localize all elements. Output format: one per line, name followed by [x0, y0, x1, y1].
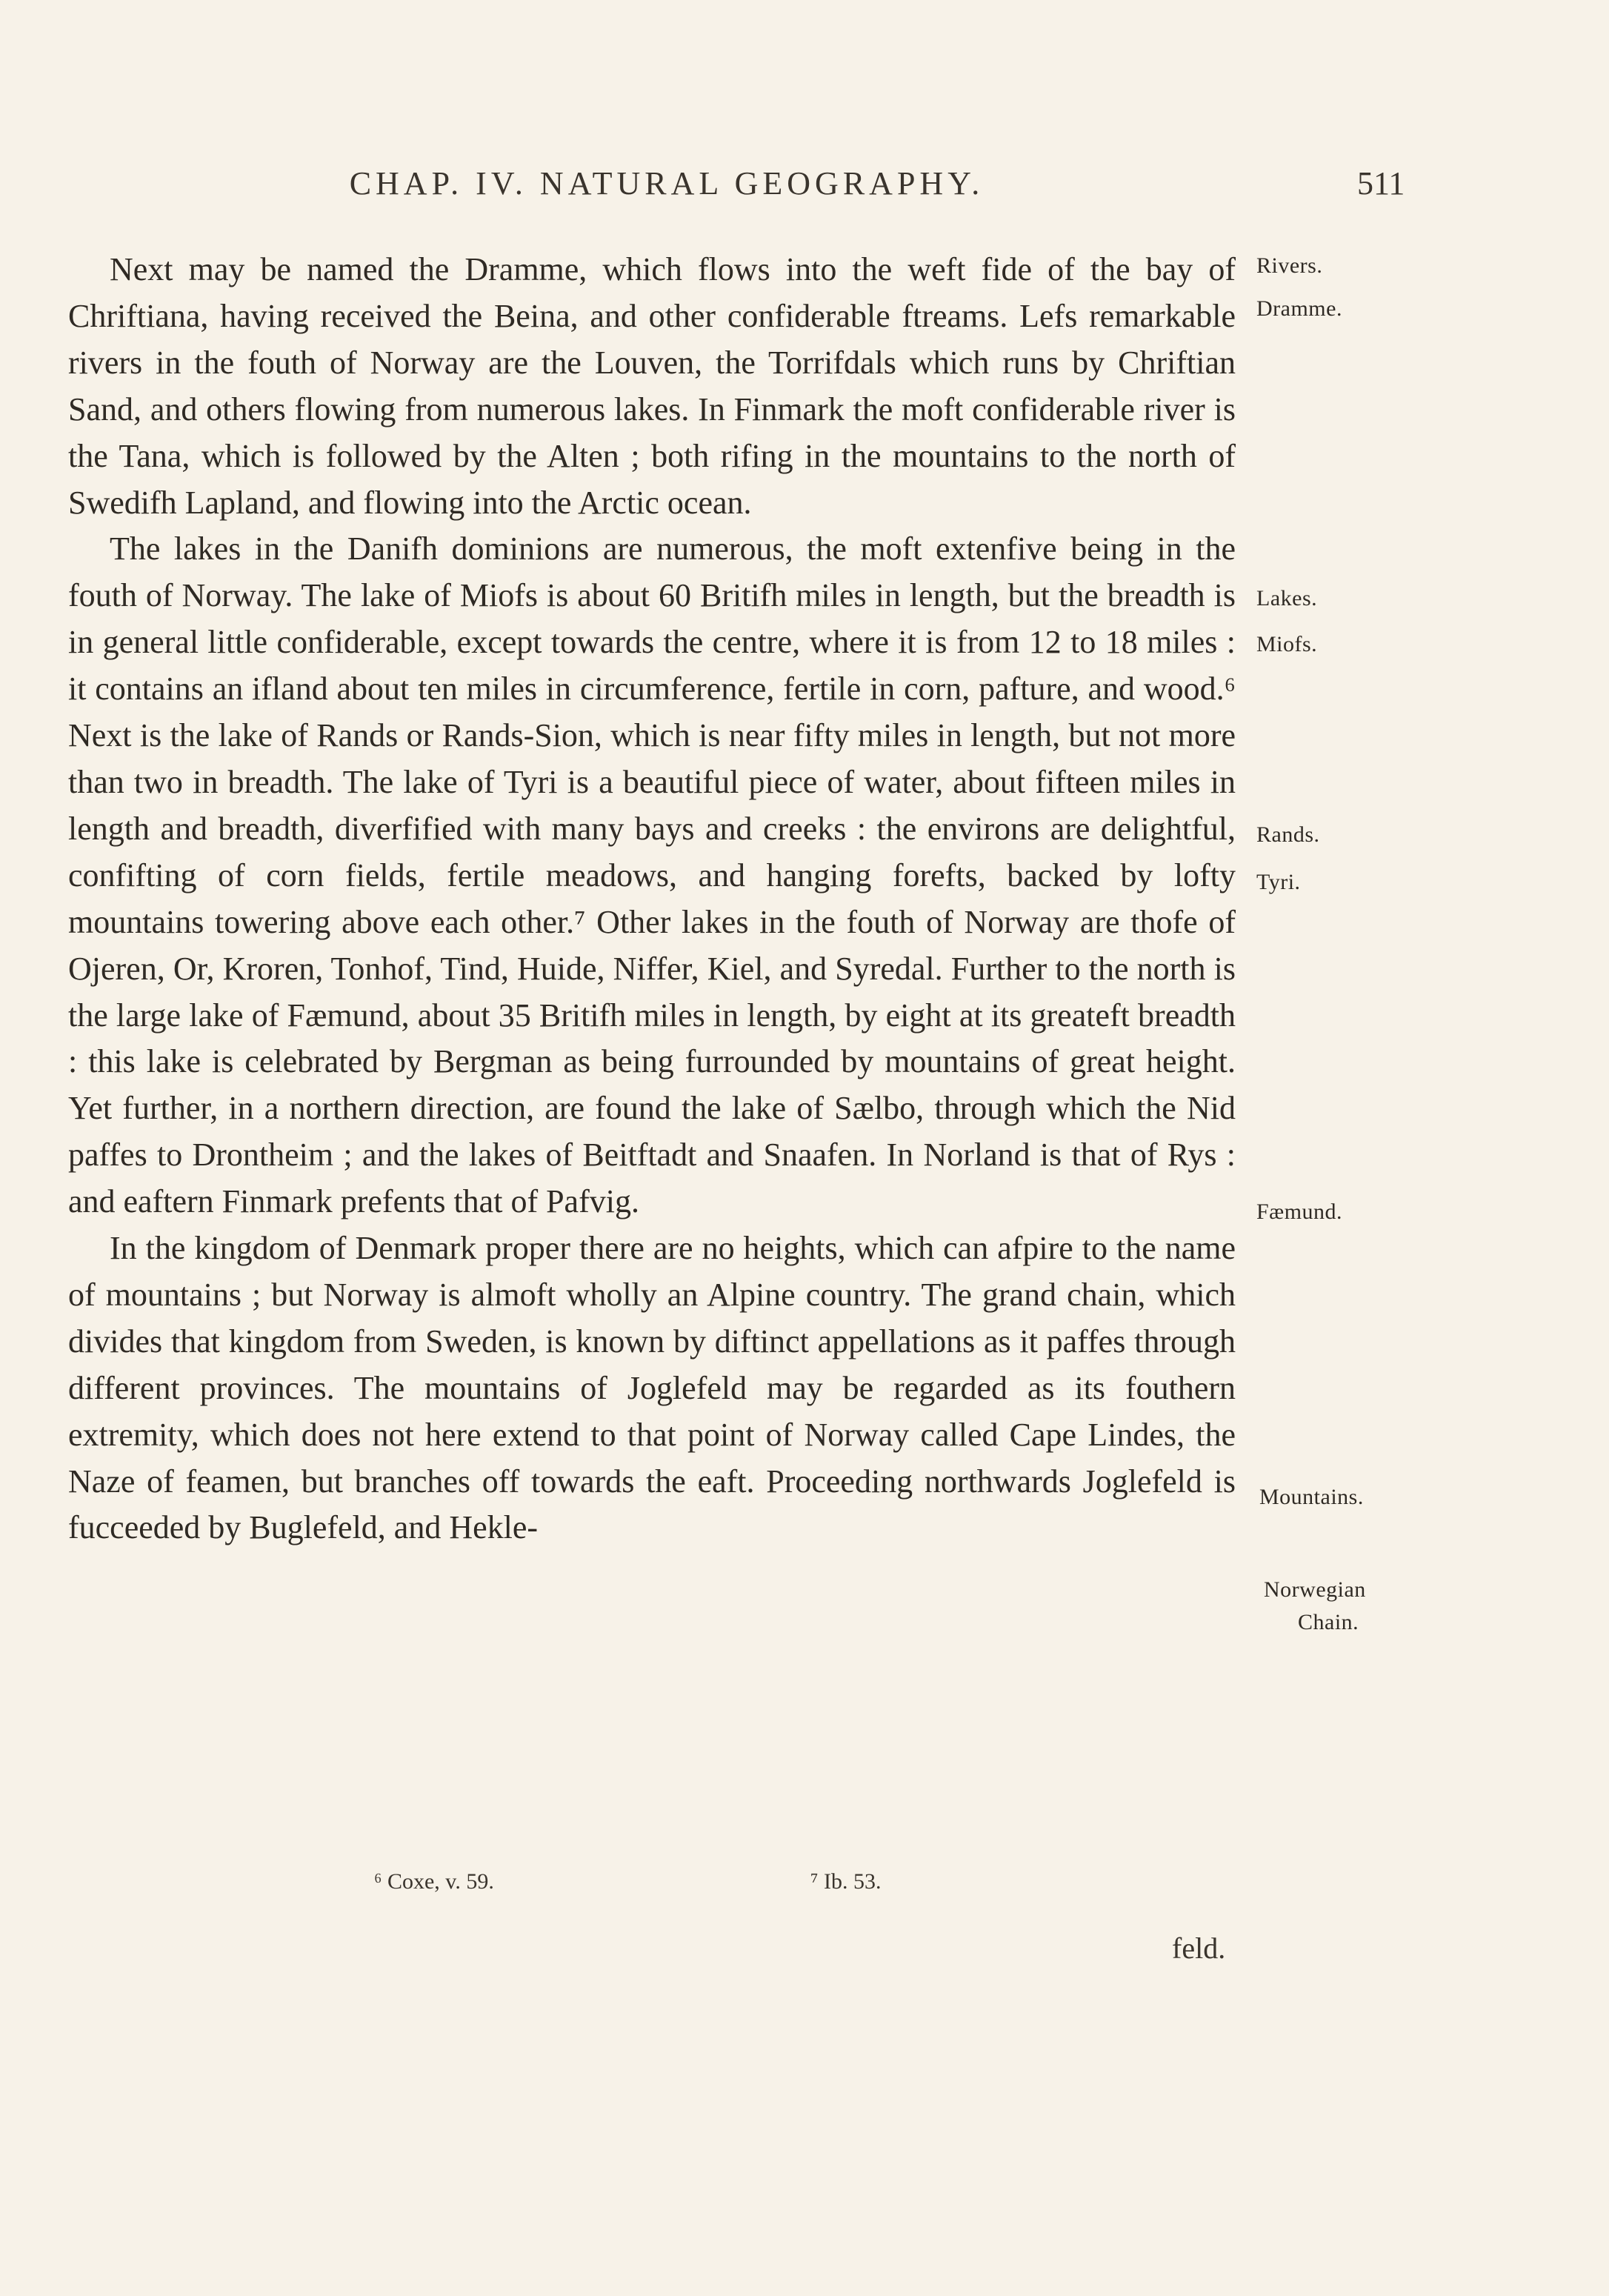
margin-note-chain: Chain. — [1298, 1610, 1359, 1634]
margin-note-mountains: Mountains. — [1259, 1485, 1364, 1509]
margin-note-lakes: Lakes. — [1256, 586, 1318, 610]
footnote-7: ⁷ Ib. 53. — [810, 1869, 882, 1894]
margin-note-miofs: Miofs. — [1256, 632, 1318, 656]
paragraph-rivers: Next may be named the Dramme, which flows into the weft fide of the bay of Chriftiana, having received the Beina, and other confiderable ftreams. Lefs remarkable rivers in the fouth of Norway are the Louven, the Torrifdals which runs by Chriftian Sand, and others flowing from numerous lakes. In Finmark the moft confiderable river is the Tana, which is followed by the Alten ; both rifing in the mountains to the north of Swedifh Lapland, and flowing into the Arctic ocean. — [68, 251, 1236, 521]
catchword: feld. — [1172, 1931, 1226, 1965]
page-number: 511 — [1357, 165, 1405, 202]
margin-note-faemund: Fæmund. — [1256, 1199, 1343, 1224]
footnote-6: ⁶ Coxe, v. 59. — [374, 1869, 494, 1894]
page-header — [0, 164, 1609, 209]
main-text — [68, 247, 1236, 1551]
margin-note-tyri: Tyri. — [1256, 870, 1301, 894]
margin-note-norwegian: Norwegian — [1264, 1577, 1366, 1602]
paragraph-mountains: In the kingdom of Denmark proper there are no heights, which can afpire to the name of mountains ; but Norway is almoft wholly an Alpine country. The grand chain, which divides that kingdom from Sweden, is known by diftinct appellations as it paffes through different provinces. The mountains of Joglefeld may be regarded as its fouthern extremity, which does not here extend to that point of Norway called Cape Lindes, the Naze of feamen, but branches off towards the eaft. Proceeding northwards Joglefeld is fucceeded by Buglefeld, and Hekle- — [68, 1230, 1236, 1546]
margin-note-rivers: Rivers. — [1256, 253, 1323, 278]
margin-note-rands: Rands. — [1256, 822, 1320, 847]
running-title: CHAP. IV. NATURAL GEOGRAPHY. — [349, 165, 985, 202]
margin-note-dramme: Dramme. — [1256, 296, 1342, 321]
paragraph-lakes: The lakes in the Danifh dominions are numerous, the moft extenfive being in the fouth of Norway. The lake of Miofs is about 60 Britifh miles in length, but the breadth is in general little confiderable, except towards the centre, where it is from 12 to 18 miles : it contains an ifland about ten miles in circumference, fertile in corn, pafture, and wood.⁶ Next is the lake of Rands or Rands-Sion, which is near fifty miles in length, but not more than two in breadth. The lake of Tyri is a beautiful piece of water, about fifteen miles in length and breadth, diverfified with many bays and creeks : the environs are delightful, confifting of corn fields, fertile meadows, and hanging forefts, backed by lofty mountains towering above each other.⁷ Other lakes in the fouth of Norway are thofe of Ojeren, Or, Kroren, Tonhof, Tind, Huide, Niffer, Kiel, and Syredal. Further to the north is the large lake of Fæmund, about 35 Britifh miles in length, by eight at its greateft breadth : this lake is celebrated by Bergman as being furrounded by mountains of great height. Yet further, in a northern direction, are found the lake of Sælbo, through which the Nid paffes to Drontheim ; and the lakes of Beitftadt and Snaafen. In Norland is that of Rys : and eaftern Finmark prefents that of Pafvig. — [68, 530, 1236, 1220]
